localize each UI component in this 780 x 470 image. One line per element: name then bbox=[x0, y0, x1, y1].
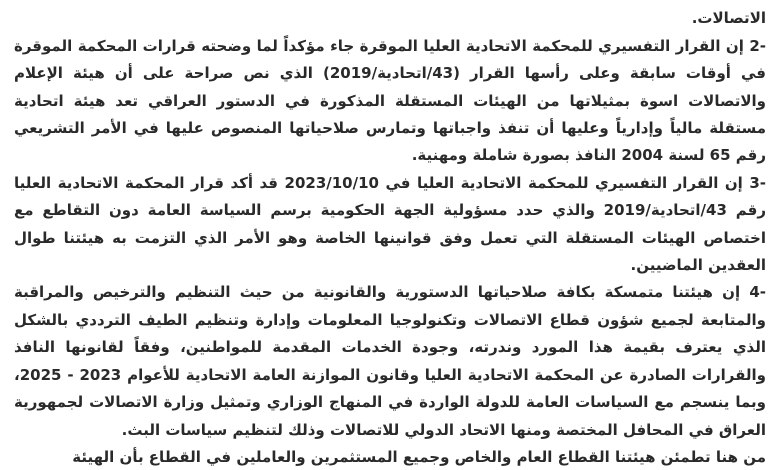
paragraph-3: -3 إن القرار التفسيري للمحكمة الاتحادية العليا في 2023/10/10 قد أكد قرار المحكمة الاتحادية العليا رقم 43/اتحادية/2019 والذي حدد مسؤولية الجهة الحكومية برسم السياسة العامة دون التقاطع مع اختصاص الهيئات المستقلة التي تعمل وفق قوانينها الخاصة وهو الأمر الذي التزمت به هيئتنا طوال العقدين الماضيين. bbox=[14, 173, 766, 275]
article-body bbox=[14, 0, 766, 470]
paragraph-1: الاتصالات. bbox=[691, 9, 766, 28]
paragraph-4: -4 إن هيئتنا متمسكة بكافة صلاحياتها الدستورية والقانونية من حيث التنظيم والترخيص والمراقبة والمتابعة لجميع شؤون قطاع الاتصالات وتكنولوجيا المعلومات وإدارة وتنظيم الطيف الترددي بالشكل الذي يعترف بقيمة هذا المورد وندرته، وجودة الخدمات المقدمة للمواطنين، وفقاً لقانونها النافذ والقرارات الصادرة عن المحكمة الاتحادية العليا وقانون الموازنة العامة الاتحادية للأعوام 2023 - 2025، وبما ينسجم مع السياسات العامة للدولة الواردة في المنهاج الوزاري وتمثيل وزارة الاتصالات لجمهورية العراق في المحافل المختصة ومنها الاتحاد الدولي للاتصالات وذلك لتنظيم سياسات البث. bbox=[14, 283, 767, 439]
paragraph-5: من هنا تطمئن هيئتنا القطاع العام والخاص وجميع المستثمرين والعاملين في القطاع بأن الهيئة bbox=[72, 447, 766, 466]
paragraph-2: -2 إن القرار التفسيري للمحكمة الاتحادية العليا الموقرة جاء مؤكداً لما وضحته قرارات المحكمة الموقرة في أوقات سابقة وعلى رأسها القرار (43/اتحادية/2019) الذي نص صراحة على أن هيئة الإعلام والاتصالات اسوة بمثيلاتها من الهيئات المستقلة المذكورة في الدستور العراقي تعد هيئة اتحادية مستقلة مالياً وإدارياً وعليها أن تنفذ واجباتها وتمارس صلاحياتها المنصوص عليها في الأمر التشريعي رقم 65 لسنة 2004 النافذ بصورة شاملة ومهنية. bbox=[14, 36, 766, 165]
